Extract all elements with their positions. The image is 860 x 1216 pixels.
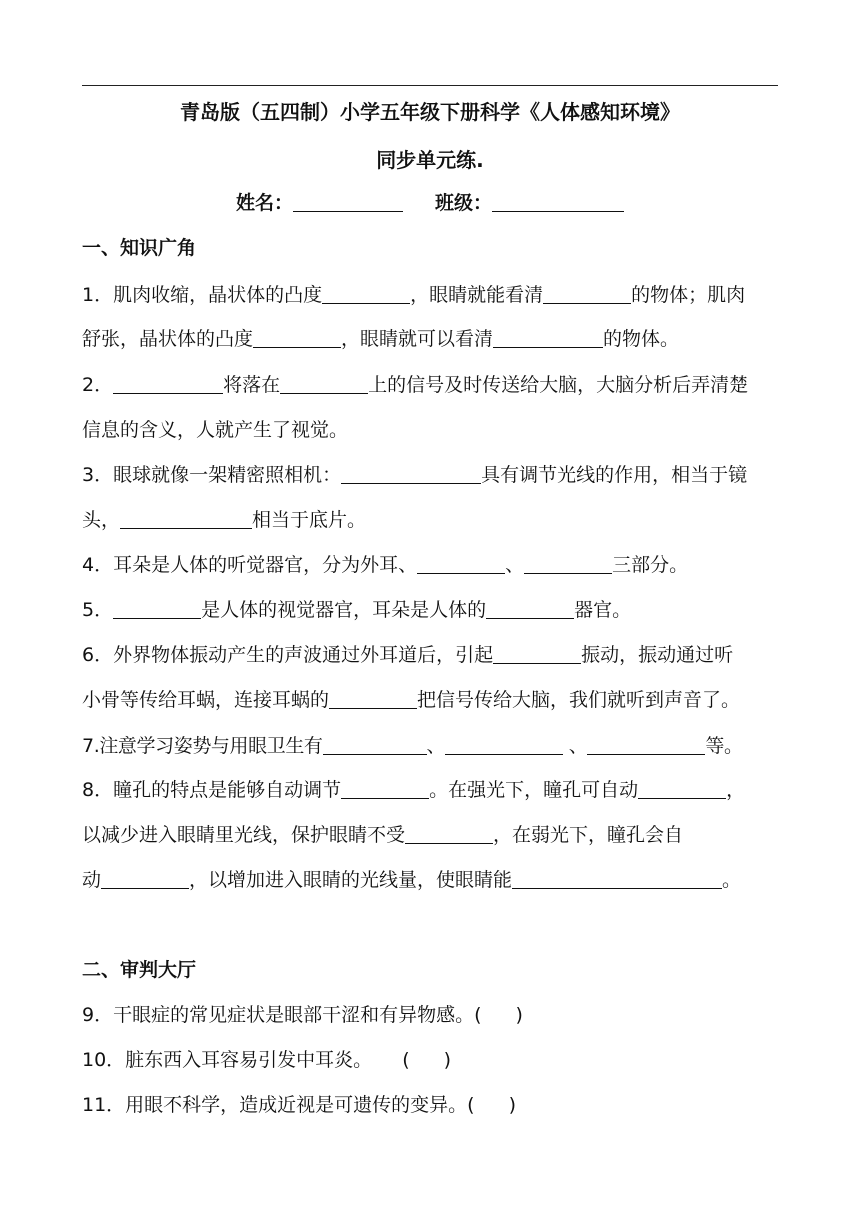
q5-blank-2[interactable] [486, 599, 574, 619]
header-rule [82, 85, 778, 86]
class-blank[interactable] [492, 192, 624, 212]
page-subtitle: 同步单元练. [376, 148, 484, 172]
q1-blank-3[interactable] [253, 328, 341, 348]
q8-blank-2[interactable] [638, 779, 726, 799]
question-9: 9．干眼症的常见症状是眼部干涩和有异物感。( ) [82, 1004, 523, 1026]
q8-blank-3[interactable] [405, 824, 493, 844]
q8-blank-5[interactable] [512, 869, 722, 889]
q3-blank-1[interactable] [341, 464, 481, 484]
name-label: 姓名： [235, 192, 293, 214]
page-title: 青岛版（五四制）小学五年级下册科学《人体感知环境》 [180, 100, 680, 124]
question-1-line-2: 舒张，晶状体的凸度 ，眼睛就可以看清 的物体。 [82, 328, 680, 350]
q6-blank-1[interactable] [493, 644, 581, 664]
question-10: 10．脏东西入耳容易引发中耳炎。 ( ) [82, 1049, 452, 1071]
question-3-line-2: 头， 相当于底片。 [82, 509, 367, 531]
question-3-line-1: 3．眼球就像一架精密照相机： 具有调节光线的作用，相当于镜 [82, 464, 748, 486]
question-5: 5． 是人体的视觉器官，耳朵是人体的 器官。 [82, 599, 632, 621]
q2-blank-1[interactable] [113, 374, 223, 394]
name-blank[interactable] [293, 192, 403, 212]
q2-blank-2[interactable] [280, 374, 368, 394]
question-11: 11．用眼不科学，造成近视是可遗传的变异。( ) [82, 1094, 517, 1116]
q1-blank-1[interactable] [322, 284, 410, 304]
q4-blank-1[interactable] [417, 554, 505, 574]
q7-blank-2[interactable] [445, 735, 563, 755]
section-title-judgement: 二、审判大厅 [82, 959, 197, 981]
question-8-line-1: 8．瞳孔的特点是能够自动调节 。在强光下，瞳孔可自动 ， [82, 779, 746, 801]
q1-blank-2[interactable] [543, 284, 631, 304]
question-1-line-1: 1．肌肉收缩，晶状体的凸度 ，眼睛就能看清 的物体；肌肉 [82, 284, 746, 306]
q7-blank-3[interactable] [587, 735, 705, 755]
question-2-line-2: 信息的含义，人就产生了视觉。 [82, 419, 349, 441]
student-info [0, 188, 860, 215]
question-6-line-2: 小骨等传给耳蜗，连接耳蜗的 把信号传给大脑，我们就听到声音了。 [82, 689, 741, 711]
class-label: 班级： [435, 192, 493, 214]
section-title-knowledge: 一、知识广角 [82, 237, 197, 259]
q6-blank-2[interactable] [329, 689, 417, 709]
q8-blank-4[interactable] [101, 869, 189, 889]
question-8-line-3: 动 ，以增加进入眼睛的光线量，使眼睛能 。 [82, 869, 742, 891]
question-2-line-1: 2． 将落在 上的信号及时传送给大脑，大脑分析后弄清楚 [82, 374, 749, 396]
q8-blank-1[interactable] [341, 779, 429, 799]
question-8-line-2: 以减少进入眼睛里光线，保护眼睛不受 ，在弱光下，瞳孔会自 [82, 824, 684, 846]
q3-blank-2[interactable] [120, 509, 252, 529]
q5-blank-1[interactable] [113, 599, 201, 619]
question-7: 7.注意学习姿势与用眼卫生有 、 、 等。 [82, 735, 743, 757]
q1-blank-4[interactable] [493, 328, 603, 348]
q7-blank-1[interactable] [323, 735, 427, 755]
question-6-line-1: 6．外界物体振动产生的声波通过外耳道后，引起 振动，振动通过听 [82, 644, 734, 666]
question-4: 4．耳朵是人体的听觉器官，分为外耳、 、 三部分。 [82, 554, 689, 576]
q4-blank-2[interactable] [524, 554, 612, 574]
